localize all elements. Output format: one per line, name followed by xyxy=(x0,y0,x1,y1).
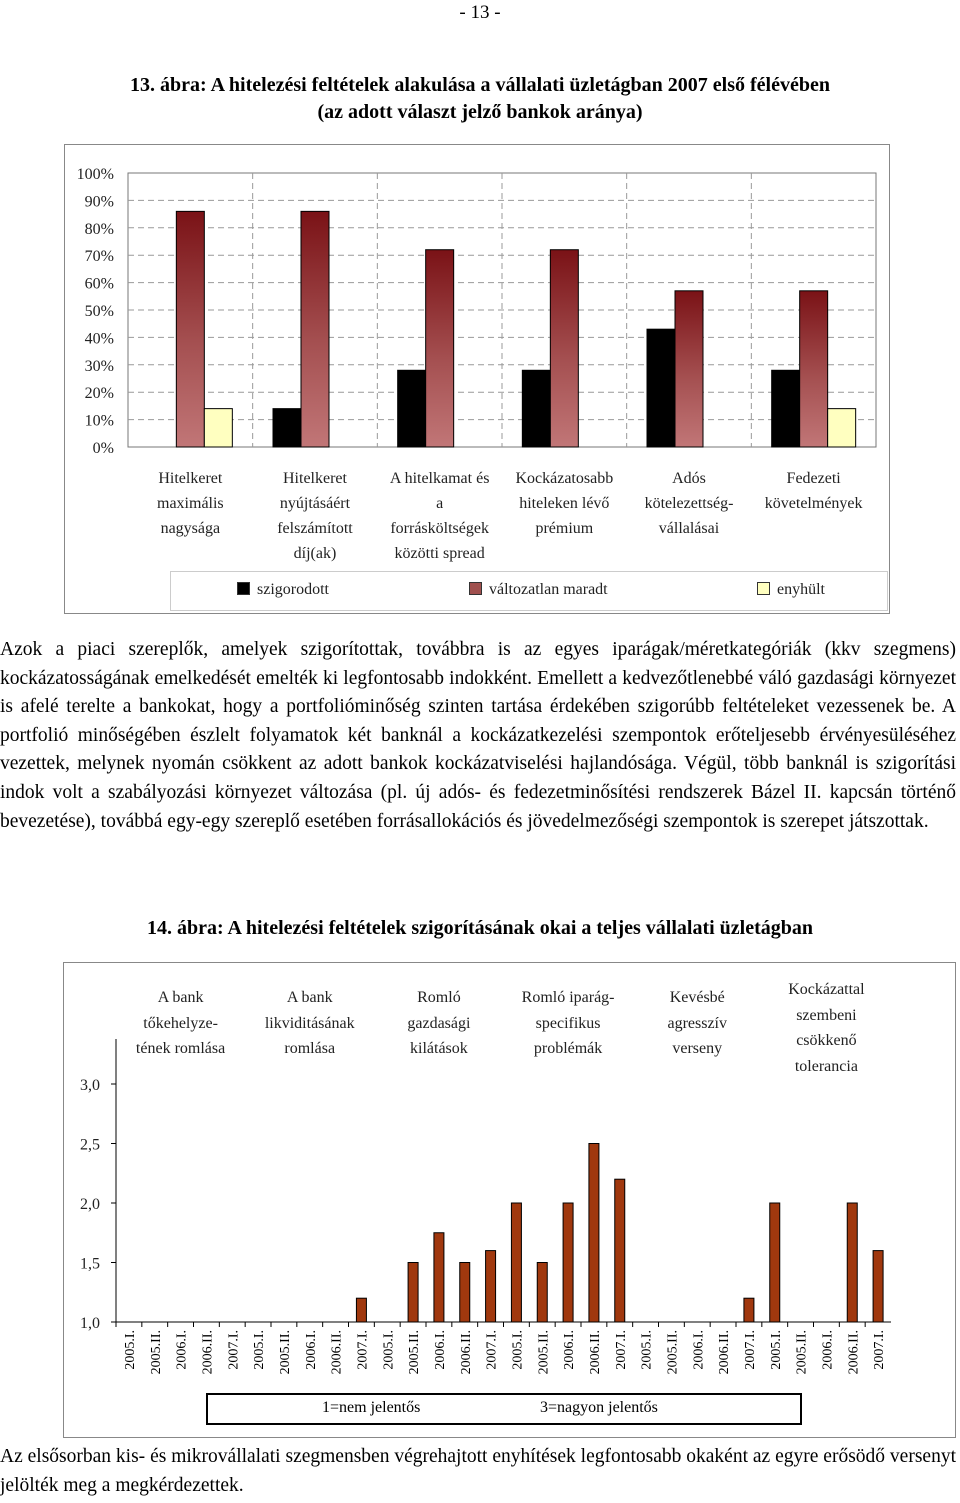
y-tick-label: 1,0 xyxy=(80,1315,100,1332)
category-label xyxy=(371,466,508,566)
y-tick-label: 0% xyxy=(92,440,114,457)
bar-szigorodott-3 xyxy=(522,370,550,447)
x-tick-label: 2005.I. xyxy=(122,1330,138,1370)
bar-group1-4 xyxy=(356,1298,366,1322)
category-label xyxy=(247,466,384,566)
x-tick-label: 2007.I. xyxy=(484,1330,500,1370)
y-tick-label: 80% xyxy=(84,220,114,238)
legend-not-significant: 1=nem jelentős xyxy=(322,1399,421,1416)
y-tick-label: 2,0 xyxy=(80,1196,100,1213)
x-tick-label: 2006.II. xyxy=(329,1330,345,1375)
group-label-line: specifikus xyxy=(535,1014,601,1032)
x-tick-label: 2006.II. xyxy=(846,1330,862,1375)
x-tick-label: 2006.I. xyxy=(303,1330,319,1370)
legend-swatch-yellow xyxy=(757,582,770,595)
legend-swatch-red xyxy=(469,582,482,595)
figure-13-title-line2: (az adott választ jelző bankok aránya) xyxy=(317,101,643,123)
group-label xyxy=(627,985,768,1062)
y-tick-label: 100% xyxy=(76,166,114,183)
y-tick-label: 2,5 xyxy=(80,1136,100,1154)
x-tick-label: 2005.II. xyxy=(794,1330,810,1375)
x-tick-label: 2007.I. xyxy=(742,1330,758,1370)
bar-szigorodott-4 xyxy=(647,329,675,447)
bar-változatlan-maradt-3 xyxy=(550,250,578,447)
paragraph-2: Az elsősorban kis- és mikrovállalati szegmensben végrehajtott enyhítések legfontosabb okaként az egyre erősödő versenyt jelölték meg a megkérdezettek. xyxy=(0,1446,956,1496)
x-tick-label: 2005.I. xyxy=(381,1330,397,1370)
y-tick-label: 70% xyxy=(84,248,114,266)
category-label-line: nyújtásáért xyxy=(279,495,351,512)
x-tick-label: 2007.I. xyxy=(613,1330,629,1370)
x-tick-label: 2006.II. xyxy=(587,1330,603,1375)
bar-group5-3 xyxy=(847,1203,857,1322)
group-label-line: Romló xyxy=(417,989,461,1006)
figure-14-legend xyxy=(206,1393,802,1425)
category-label xyxy=(122,466,259,541)
category-label-line: felszámított xyxy=(277,520,353,537)
group-label xyxy=(110,985,251,1062)
x-tick-label: 2005.II. xyxy=(536,1330,552,1375)
group-label-line: csökkenő xyxy=(796,1032,857,1049)
bar-szigorodott-2 xyxy=(398,370,426,447)
bar-változatlan-maradt-5 xyxy=(800,291,828,447)
paragraph-1: Azok a piaci szereplők, amelyek szigorítottak, továbbra is az egyes iparágak/méretkategóriák (kkv szegmens) kockázatosságának emelkedését emelték ki legfontosabb indokként. Emellett a kedvezőtlenebbé váló gazdasági környezet is afelé terelte a bankokat, hogy a portfolióminőség szinten tartása érdekében szigorúbb feltételeket vezessenek be. A portfolió minőségében észlelt folyamatok két banknál a kockázatkezelési szempontok erőteljesebb érvényesüléséhez vezettek, melynek nyomán csökkent az adott bankok kockázatviselési hajlandósága. Végül, több banknál is szigorítási indok volt a szabályozási környezet változása (pl. új adós- és fedezetminősítési rendszerek Bázel II. kapcsán történő bevezetése), továbbá egy-egy szereplő esetében forrásallokációs és jövedelmezőségi szempontok is szerepet játszottak. xyxy=(0,639,956,832)
x-tick-label: 2005.I. xyxy=(639,1330,655,1370)
x-tick-label: 2007.I. xyxy=(872,1330,888,1370)
bar-változatlan-maradt-1 xyxy=(301,211,329,447)
x-tick-label: 2005.I. xyxy=(510,1330,526,1370)
group-label-line: Kevésbé xyxy=(669,989,725,1006)
bar-group3-2 xyxy=(563,1203,573,1322)
y-tick-label: 3,0 xyxy=(80,1077,100,1094)
category-label-line: Fedezeti xyxy=(786,470,841,487)
y-tick-label: 30% xyxy=(84,357,114,375)
bar-group2-2 xyxy=(434,1233,444,1322)
y-tick-label: 90% xyxy=(84,193,114,211)
legend-swatch-black xyxy=(237,582,250,595)
figure-13-legend xyxy=(170,571,888,611)
category-label-line: a xyxy=(436,495,444,512)
legend-item-tightened xyxy=(237,581,329,599)
bar-szigorodott-5 xyxy=(772,370,800,447)
x-tick-label: 2005.II. xyxy=(148,1330,164,1375)
page-number: - 13 - xyxy=(459,2,501,23)
x-tick-label: 2005.II. xyxy=(407,1330,423,1375)
legend-label-tightened: szigorodott xyxy=(257,581,329,598)
x-tick-label: 2006.I. xyxy=(691,1330,707,1370)
bar-group2-1 xyxy=(408,1263,418,1323)
group-label-line: A bank xyxy=(286,989,333,1006)
bar-enyhült-5 xyxy=(828,409,856,447)
figure-14-chart xyxy=(63,962,956,1438)
bar-group3-4 xyxy=(615,1179,625,1322)
group-label-line: A bank xyxy=(157,989,204,1006)
bar-group4-4 xyxy=(744,1298,754,1322)
group-label-line: tolerancia xyxy=(794,1057,858,1075)
category-label-line: kötelezettség- xyxy=(644,495,734,512)
group-label xyxy=(498,985,639,1062)
category-label-line: vállalásai xyxy=(658,520,720,537)
legend-label-eased: enyhült xyxy=(777,581,825,598)
group-label-line: szembeni xyxy=(796,1006,857,1024)
group-label xyxy=(368,985,509,1062)
x-tick-label: 2006.II. xyxy=(717,1330,733,1375)
category-label xyxy=(745,466,882,516)
category-label-line: Hitelkeret xyxy=(158,470,223,487)
group-label-line: kilátások xyxy=(410,1040,468,1057)
x-tick-label: 2006.I. xyxy=(174,1330,190,1370)
bar-group2-4 xyxy=(486,1251,496,1322)
group-label-line: problémák xyxy=(533,1040,603,1057)
x-tick-label: 2006.I. xyxy=(432,1330,448,1370)
x-tick-label: 2005.I. xyxy=(252,1330,268,1370)
category-label-line: Kockázatosabb xyxy=(515,470,614,487)
figure-13-title xyxy=(40,72,920,126)
x-tick-label: 2006.I. xyxy=(562,1330,578,1370)
x-tick-label: 2007.I. xyxy=(226,1330,242,1370)
legend-item-unchanged xyxy=(469,581,608,599)
bar-szigorodott-1 xyxy=(273,409,301,447)
category-label-line: maximális xyxy=(157,495,224,512)
category-label-line: díj(ak) xyxy=(293,545,337,562)
category-label-line: nagysága xyxy=(160,520,221,537)
bar-változatlan-maradt-0 xyxy=(176,211,204,447)
x-tick-label: 2005.II. xyxy=(277,1330,293,1375)
figure-14-title: 14. ábra: A hitelezési feltételek szigorításának okai a teljes vállalati üzletágban xyxy=(146,917,814,939)
x-tick-label: 2005.II. xyxy=(665,1330,681,1375)
legend-very-significant: 3=nagyon jelentős xyxy=(540,1399,658,1416)
group-label-line: agresszív xyxy=(667,1014,727,1032)
y-tick-label: 50% xyxy=(84,303,114,320)
group-label-line: Romló iparág- xyxy=(521,989,615,1006)
category-label-line: Hitelkeret xyxy=(283,470,347,487)
x-tick-label: 2006.II. xyxy=(200,1330,216,1375)
bar-group2-3 xyxy=(460,1263,470,1323)
bar-group3-1 xyxy=(537,1263,547,1323)
x-tick-label: 2007.I. xyxy=(355,1330,371,1370)
group-label-line: tének romlása xyxy=(135,1040,226,1057)
y-tick-label: 1,5 xyxy=(80,1255,100,1273)
legend-item-eased xyxy=(757,581,825,599)
bar-group5-0 xyxy=(770,1203,780,1322)
figure-13-title-line1: 13. ábra: A hitelezési feltételek alakulása a vállalati üzletágban 2007 első félévében xyxy=(130,74,830,96)
category-label xyxy=(496,466,633,541)
category-label-line: Adós xyxy=(672,470,706,487)
bar-változatlan-maradt-4 xyxy=(675,291,703,447)
group-label-line: verseny xyxy=(672,1040,723,1057)
y-tick-label: 20% xyxy=(84,385,114,403)
category-label xyxy=(621,466,758,541)
category-label-line: A hitelkamat és xyxy=(389,470,490,487)
bar-group3-3 xyxy=(589,1144,599,1323)
bar-változatlan-maradt-2 xyxy=(426,250,454,447)
y-tick-label: 10% xyxy=(84,412,114,430)
figure-13-chart xyxy=(64,144,890,614)
group-label xyxy=(756,977,897,1079)
x-tick-label: 2006.I. xyxy=(820,1330,836,1370)
category-label-line: követelmények xyxy=(764,495,863,512)
group-label-line: gazdasági xyxy=(407,1014,471,1032)
x-tick-label: 2005.I. xyxy=(768,1330,784,1370)
category-label-line: prémium xyxy=(535,520,594,537)
y-tick-label: 40% xyxy=(84,330,114,348)
category-label-line: hiteleken lévő xyxy=(519,495,610,512)
group-label-line: Kockázattal xyxy=(788,981,865,998)
bar-enyhült-0 xyxy=(204,409,232,447)
group-label-line: likviditásának xyxy=(264,1014,355,1032)
bar-group3-0 xyxy=(511,1203,521,1322)
category-label-line: forrásköltségek xyxy=(390,520,489,537)
bar-group5-4 xyxy=(873,1251,883,1322)
x-tick-label: 2006.II. xyxy=(458,1330,474,1375)
y-tick-label: 60% xyxy=(84,275,114,293)
category-label-line: közötti spread xyxy=(394,545,485,562)
legend-label-unchanged: változatlan maradt xyxy=(489,581,608,598)
group-label xyxy=(239,985,380,1062)
group-label-line: tőkehelyze- xyxy=(143,1014,218,1032)
group-label-line: romlása xyxy=(284,1040,336,1057)
